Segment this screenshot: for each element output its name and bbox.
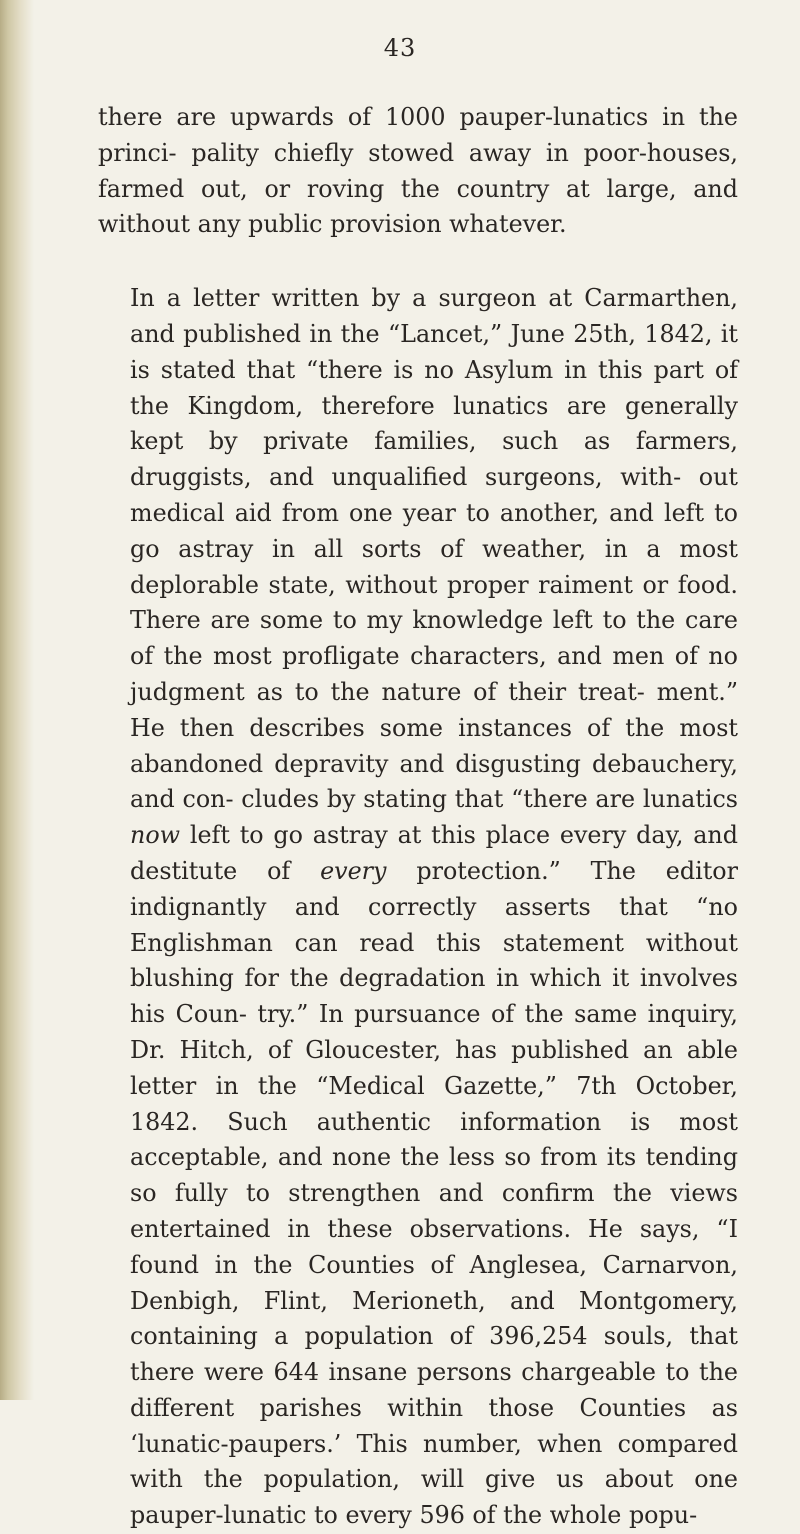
text-line: fully to strengthen and confirm the views entertained in [130,1179,738,1243]
text-line: such as farmers, druggists, and unqualified surgeons, with- [130,427,738,492]
text-line: roving the country at large, and without any public [98,174,738,239]
text-line: Montgomery, containing a population of 396,254 souls, that [130,1286,738,1351]
text-line: provision whatever. [330,210,567,239]
italic-word: now [130,821,181,850]
text-line: that “there is no Asylum in this part of the Kingdom, [130,355,738,420]
text-line: knowledge left to the care of the most profligate characters, [130,606,739,671]
text-line: Gazette,” 7th October, 1842. Such authentic information [130,1071,738,1136]
text-line: is most acceptable, and none the less so from its tending so [130,1107,738,1208]
page-number: 43 [383,34,417,62]
text-line: number, when compared with the population, will give us [130,1429,738,1494]
text-line: abandoned depravity and disgusting debauchery, and con- [130,749,738,814]
text-line: In a letter written by a surgeon at Carmarthen, and [130,284,738,348]
text-line: Gloucester, has published an able letter in the “Medical [130,1035,738,1100]
text-line: pality chiefly stowed away in poor-houses, farmed out, or [98,138,738,203]
text-line: try.” In pursuance of the same inquiry, Dr. Hitch, of [130,1000,738,1064]
book-spine-shadow [0,0,34,1400]
text-line: out medical aid from one year to another, and left to go [130,463,738,563]
text-run: astray at this place every day, and destitute of [130,821,738,885]
text-line: protection.” The editor indignantly and correctly asserts [130,856,738,921]
text-line: parishes within those Counties as ‘lunatic-paupers.’ This [130,1393,738,1458]
text-line: without proper raiment or food. There are some to my [130,570,738,635]
text-line: published in the “Lancet,” June 25th, 1842, it is stated [130,319,738,384]
paragraph-2 [98,281,738,1534]
body-text [98,100,738,1534]
text-run: left to go [180,821,303,850]
italic-word: every [320,856,387,885]
text-line: therefore lunatics are generally kept by private families, [130,391,738,456]
text-line: there were 644 insane persons chargeable to the different [130,1358,738,1422]
text-line: blushing for the degradation in which it involves his Coun- [130,964,738,1029]
text-line: ment.” He then describes some instances of the most [130,677,738,742]
text-line: and men of no judgment as to the nature of their treat- [130,642,739,706]
text-line: there are upwards of 1000 pauper-lunatics in the princi- [98,103,738,167]
text-line: these observations. He says, “I found in the Counties of [130,1214,739,1279]
text-run: cludes by stating that “there are lunatics [241,785,738,814]
paragraph-1 [98,100,738,243]
text-line: Anglesea, Carnarvon, Denbigh, Flint, Merioneth, and [130,1250,738,1315]
text-line: astray in all sorts of weather, in a most deplorable state, [130,534,738,599]
paragraph-gap [98,243,738,281]
text-line: that “no Englishman can read this statement without [130,892,738,957]
text-line: about one pauper-lunatic to every 596 of the whole popu- [130,1465,738,1530]
